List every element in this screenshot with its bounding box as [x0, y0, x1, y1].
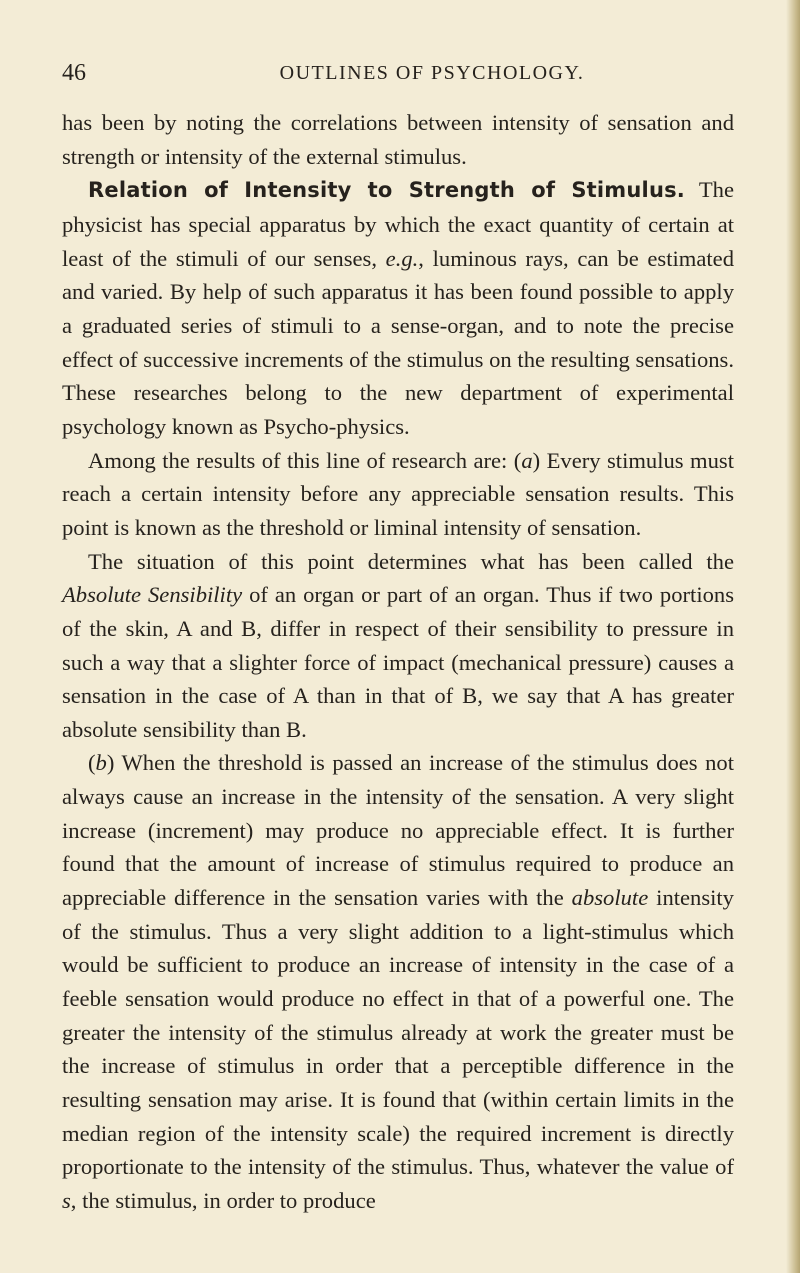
paragraph-absolute-sensibility: [62, 545, 734, 747]
paragraph-text: Among the results of this line of research are: (: [88, 447, 522, 473]
page-header: [62, 58, 742, 88]
paragraph-text: (: [88, 750, 96, 776]
paragraph-text: of an organ or part of an organ. Thus if two portions of the skin, A and B, differ in respect of their sensibility to pressure in such a way that a slighter force of impact (mechanical pressure) causes a sensation in the case of A than in that of B, we say that A has greater absolute sensibility than B.: [62, 582, 734, 742]
body-text: [62, 106, 734, 1218]
paragraph-relation-intensity: [62, 173, 734, 443]
paragraph-text: , the stimulus, in order to produce: [70, 1188, 376, 1213]
paragraph-continuation: has been by noting the correlations between intensity of sensation and strength or intensity of the external stimulus.: [62, 110, 734, 169]
italic-letter-b: b: [95, 750, 107, 776]
paragraph-text: ) Every stimulus must reach a certain intensity before any appreciable sensation results. This point is known as the threshold or liminal intensity of sensation.: [62, 447, 734, 540]
italic-eg: e.g.: [385, 245, 419, 271]
paragraph-results-b: [62, 746, 734, 1217]
paragraph-text: , luminous rays, can be estimated and varied. By help of such apparatus it has been found possible to apply a graduated series of stimuli to a sense-organ, and to note the precise effect of successive increments of the stimulus on the resulting sensations. These researches belong to the new department of experimental psychology known as Psycho-physics.: [62, 245, 734, 439]
paragraph-text: The physicist has special apparatus by which the exact quantity of certain at least of the stimuli of our senses,: [62, 177, 734, 271]
page-number: 46: [62, 60, 86, 86]
section-heading: Relation of Intensity to Strength of Stimulus.: [88, 178, 685, 203]
italic-var-s: s: [62, 1188, 71, 1213]
paragraph-results-a: [62, 444, 734, 545]
paragraph-text: The situation of this point determines what has been called the: [88, 548, 734, 574]
italic-term-absolute-sensibility: Absolute Sensibility: [62, 582, 243, 608]
italic-letter-a: a: [521, 447, 533, 473]
running-title: OUTLINES OF PSYCHOLOGY.: [279, 62, 585, 84]
italic-term-absolute: absolute: [571, 885, 649, 911]
paragraph-text: ) When the threshold is passed an increase of the stimulus does not always cause an increase in the intensity of the sensation. A very slight increase (increment) may produce no appreciable effect. It is further found that the amount of increase of stimulus required to produce an appreciable difference in the sensation varies with the: [62, 750, 734, 911]
paragraph-text: intensity of the stimulus. Thus a very slight addition to a light-stimulus which would be sufficient to produce an increase of intensity in the case of a feeble sensation would produce no effect in that of a powerful one. The greater the intensity of the stimulus already at work the greater must be the increase of stimulus in order that a perceptible difference in the resulting sensation may arise. It is found that (within certain limits in the median region of the intensity scale) the required increment is directly proportionate to the intensity of the stimulus. Thus, whatever the value of: [62, 885, 734, 1180]
page-edge-shadow: [786, 0, 800, 1273]
